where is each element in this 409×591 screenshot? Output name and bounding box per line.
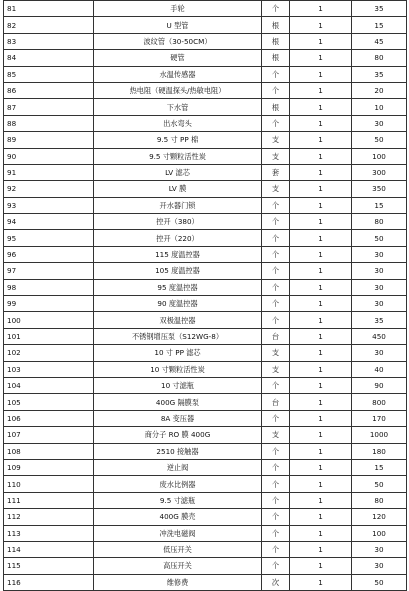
quantity-cell: 1 (290, 263, 352, 279)
quantity-cell: 1 (290, 476, 352, 492)
item-name-cell: 废水比例器 (94, 476, 262, 492)
row-number-cell: 108 (4, 443, 94, 459)
unit-cell: 台 (262, 394, 290, 410)
row-number-cell: 97 (4, 263, 94, 279)
unit-cell: 个 (262, 197, 290, 213)
row-number-cell: 93 (4, 197, 94, 213)
quantity-cell: 1 (290, 427, 352, 443)
price-cell: 50 (352, 574, 407, 590)
table-body (4, 1, 407, 591)
unit-cell: 个 (262, 279, 290, 295)
table-row (4, 181, 407, 197)
price-cell: 80 (352, 214, 407, 230)
price-cell: 90 (352, 377, 407, 393)
item-name-cell: 9.5 寸颗粒活性炭 (94, 148, 262, 164)
table-row (4, 459, 407, 475)
quantity-cell: 1 (290, 410, 352, 426)
unit-cell: 个 (262, 492, 290, 508)
price-cell: 120 (352, 509, 407, 525)
unit-cell: 个 (262, 476, 290, 492)
price-cell: 800 (352, 394, 407, 410)
quantity-cell: 1 (290, 296, 352, 312)
row-number-cell: 84 (4, 50, 94, 66)
item-name-cell: 出水弯头 (94, 115, 262, 131)
table-row (4, 1, 407, 17)
row-number-cell: 94 (4, 214, 94, 230)
price-cell: 35 (352, 66, 407, 82)
quantity-cell: 1 (290, 558, 352, 574)
table-row (4, 443, 407, 459)
price-cell: 10 (352, 99, 407, 115)
item-name-cell: 不锈钢增压泵（S12WG-8） (94, 328, 262, 344)
item-name-cell: 90 度温控器 (94, 296, 262, 312)
unit-cell: 个 (262, 509, 290, 525)
item-name-cell: 95 度温控器 (94, 279, 262, 295)
price-cell: 15 (352, 197, 407, 213)
row-number-cell: 114 (4, 541, 94, 557)
price-cell: 40 (352, 361, 407, 377)
unit-cell: 个 (262, 296, 290, 312)
table-row (4, 263, 407, 279)
item-name-cell: 逆止阀 (94, 459, 262, 475)
price-cell: 180 (352, 443, 407, 459)
price-cell: 30 (352, 345, 407, 361)
item-name-cell: 冲洗电磁阀 (94, 525, 262, 541)
table-row (4, 296, 407, 312)
price-cell: 35 (352, 312, 407, 328)
unit-cell: 个 (262, 312, 290, 328)
row-number-cell: 96 (4, 246, 94, 262)
price-cell: 300 (352, 164, 407, 180)
price-cell: 20 (352, 82, 407, 98)
row-number-cell: 98 (4, 279, 94, 295)
unit-cell: 个 (262, 1, 290, 17)
price-cell: 30 (352, 558, 407, 574)
quantity-cell: 1 (290, 230, 352, 246)
table-row (4, 312, 407, 328)
price-cell: 30 (352, 541, 407, 557)
table-row (4, 132, 407, 148)
price-cell: 100 (352, 525, 407, 541)
item-name-cell: 400G 隔膜泵 (94, 394, 262, 410)
quantity-cell: 1 (290, 33, 352, 49)
table-row (4, 115, 407, 131)
unit-cell: 个 (262, 230, 290, 246)
row-number-cell: 82 (4, 17, 94, 33)
table-row (4, 164, 407, 180)
table-row (4, 99, 407, 115)
price-cell: 450 (352, 328, 407, 344)
unit-cell: 支 (262, 148, 290, 164)
quantity-cell: 1 (290, 197, 352, 213)
item-name-cell: 高压开关 (94, 558, 262, 574)
row-number-cell: 90 (4, 148, 94, 164)
quantity-cell: 1 (290, 181, 352, 197)
price-cell: 100 (352, 148, 407, 164)
quantity-cell: 1 (290, 361, 352, 377)
item-name-cell: 手轮 (94, 1, 262, 17)
item-name-cell: 热电阻（硬温探头/热敏电阻） (94, 82, 262, 98)
table-row (4, 558, 407, 574)
unit-cell: 个 (262, 443, 290, 459)
item-name-cell: 控开（380） (94, 214, 262, 230)
quantity-cell: 1 (290, 377, 352, 393)
price-cell: 30 (352, 246, 407, 262)
price-cell: 50 (352, 132, 407, 148)
row-number-cell: 83 (4, 33, 94, 49)
parts-price-table (3, 0, 407, 591)
row-number-cell: 85 (4, 66, 94, 82)
quantity-cell: 1 (290, 459, 352, 475)
table-row (4, 214, 407, 230)
table-row (4, 17, 407, 33)
unit-cell: 根 (262, 33, 290, 49)
unit-cell: 个 (262, 558, 290, 574)
table-row (4, 66, 407, 82)
unit-cell: 个 (262, 82, 290, 98)
table-row (4, 328, 407, 344)
row-number-cell: 107 (4, 427, 94, 443)
item-name-cell: 115 度温控器 (94, 246, 262, 262)
quantity-cell: 1 (290, 17, 352, 33)
price-cell: 50 (352, 230, 407, 246)
row-number-cell: 92 (4, 181, 94, 197)
item-name-cell: 400G 膜壳 (94, 509, 262, 525)
price-cell: 1000 (352, 427, 407, 443)
table-row (4, 230, 407, 246)
row-number-cell: 110 (4, 476, 94, 492)
table-row (4, 509, 407, 525)
unit-cell: 个 (262, 377, 290, 393)
item-name-cell: 8A 变压器 (94, 410, 262, 426)
price-cell: 350 (352, 181, 407, 197)
quantity-cell: 1 (290, 148, 352, 164)
table-row (4, 345, 407, 361)
price-cell: 80 (352, 492, 407, 508)
quantity-cell: 1 (290, 214, 352, 230)
row-number-cell: 103 (4, 361, 94, 377)
quantity-cell: 1 (290, 525, 352, 541)
quantity-cell: 1 (290, 115, 352, 131)
unit-cell: 个 (262, 115, 290, 131)
unit-cell: 个 (262, 541, 290, 557)
item-name-cell: 10 寸颗粒活性炭 (94, 361, 262, 377)
quantity-cell: 1 (290, 328, 352, 344)
price-cell: 50 (352, 476, 407, 492)
row-number-cell: 105 (4, 394, 94, 410)
item-name-cell: 10 寸 PP 滤芯 (94, 345, 262, 361)
item-name-cell: 低压开关 (94, 541, 262, 557)
quantity-cell: 1 (290, 246, 352, 262)
table-row (4, 574, 407, 590)
table-row (4, 279, 407, 295)
unit-cell: 个 (262, 263, 290, 279)
quantity-cell: 1 (290, 345, 352, 361)
row-number-cell: 115 (4, 558, 94, 574)
quantity-cell: 1 (290, 99, 352, 115)
unit-cell: 支 (262, 181, 290, 197)
row-number-cell: 111 (4, 492, 94, 508)
quantity-cell: 1 (290, 66, 352, 82)
item-name-cell: 105 度温控器 (94, 263, 262, 279)
price-cell: 30 (352, 115, 407, 131)
unit-cell: 个 (262, 410, 290, 426)
quantity-cell: 1 (290, 279, 352, 295)
table-row (4, 410, 407, 426)
row-number-cell: 113 (4, 525, 94, 541)
price-cell: 30 (352, 279, 407, 295)
row-number-cell: 106 (4, 410, 94, 426)
unit-cell: 个 (262, 66, 290, 82)
item-name-cell: 商分子 RO 膜 400G (94, 427, 262, 443)
price-cell: 15 (352, 459, 407, 475)
table-row (4, 82, 407, 98)
quantity-cell: 1 (290, 312, 352, 328)
row-number-cell: 86 (4, 82, 94, 98)
unit-cell: 个 (262, 525, 290, 541)
unit-cell: 支 (262, 427, 290, 443)
unit-cell: 根 (262, 50, 290, 66)
unit-cell: 台 (262, 328, 290, 344)
table-row (4, 427, 407, 443)
unit-cell: 支 (262, 345, 290, 361)
table-row (4, 197, 407, 213)
row-number-cell: 87 (4, 99, 94, 115)
price-cell: 80 (352, 50, 407, 66)
table-row (4, 377, 407, 393)
item-name-cell: 维修费 (94, 574, 262, 590)
quantity-cell: 1 (290, 492, 352, 508)
quantity-cell: 1 (290, 132, 352, 148)
quantity-cell: 1 (290, 574, 352, 590)
item-name-cell: 硬管 (94, 50, 262, 66)
quantity-cell: 1 (290, 443, 352, 459)
unit-cell: 次 (262, 574, 290, 590)
item-name-cell: 下水管 (94, 99, 262, 115)
unit-cell: 根 (262, 17, 290, 33)
unit-cell: 支 (262, 132, 290, 148)
table-row (4, 361, 407, 377)
row-number-cell: 116 (4, 574, 94, 590)
item-name-cell: 开水器门锁 (94, 197, 262, 213)
price-cell: 30 (352, 296, 407, 312)
unit-cell: 根 (262, 99, 290, 115)
unit-cell: 支 (262, 361, 290, 377)
quantity-cell: 1 (290, 1, 352, 17)
price-cell: 35 (352, 1, 407, 17)
table-row (4, 525, 407, 541)
row-number-cell: 91 (4, 164, 94, 180)
table-row (4, 394, 407, 410)
row-number-cell: 88 (4, 115, 94, 131)
unit-cell: 个 (262, 459, 290, 475)
table-row (4, 541, 407, 557)
item-name-cell: 双极温控器 (94, 312, 262, 328)
quantity-cell: 1 (290, 541, 352, 557)
row-number-cell: 81 (4, 1, 94, 17)
row-number-cell: 112 (4, 509, 94, 525)
item-name-cell: 9.5 寸滤瓶 (94, 492, 262, 508)
row-number-cell: 101 (4, 328, 94, 344)
row-number-cell: 100 (4, 312, 94, 328)
unit-cell: 个 (262, 246, 290, 262)
item-name-cell: 水温传感器 (94, 66, 262, 82)
table-row (4, 148, 407, 164)
row-number-cell: 102 (4, 345, 94, 361)
price-cell: 15 (352, 17, 407, 33)
item-name-cell: LV 膜 (94, 181, 262, 197)
table-row (4, 33, 407, 49)
item-name-cell: 波纹管（30-50CM） (94, 33, 262, 49)
row-number-cell: 104 (4, 377, 94, 393)
unit-cell: 套 (262, 164, 290, 180)
quantity-cell: 1 (290, 82, 352, 98)
row-number-cell: 95 (4, 230, 94, 246)
unit-cell: 个 (262, 214, 290, 230)
quantity-cell: 1 (290, 394, 352, 410)
quantity-cell: 1 (290, 164, 352, 180)
row-number-cell: 99 (4, 296, 94, 312)
quantity-cell: 1 (290, 50, 352, 66)
table-row (4, 492, 407, 508)
table-row (4, 476, 407, 492)
price-cell: 45 (352, 33, 407, 49)
item-name-cell: 2510 接触器 (94, 443, 262, 459)
item-name-cell: 控开（220） (94, 230, 262, 246)
table-row (4, 246, 407, 262)
price-cell: 30 (352, 263, 407, 279)
item-name-cell: 9.5 寸 PP 棉 (94, 132, 262, 148)
row-number-cell: 89 (4, 132, 94, 148)
table-row (4, 50, 407, 66)
row-number-cell: 109 (4, 459, 94, 475)
item-name-cell: LV 滤芯 (94, 164, 262, 180)
quantity-cell: 1 (290, 509, 352, 525)
item-name-cell: 10 寸滤瓶 (94, 377, 262, 393)
price-cell: 170 (352, 410, 407, 426)
item-name-cell: U 型管 (94, 17, 262, 33)
